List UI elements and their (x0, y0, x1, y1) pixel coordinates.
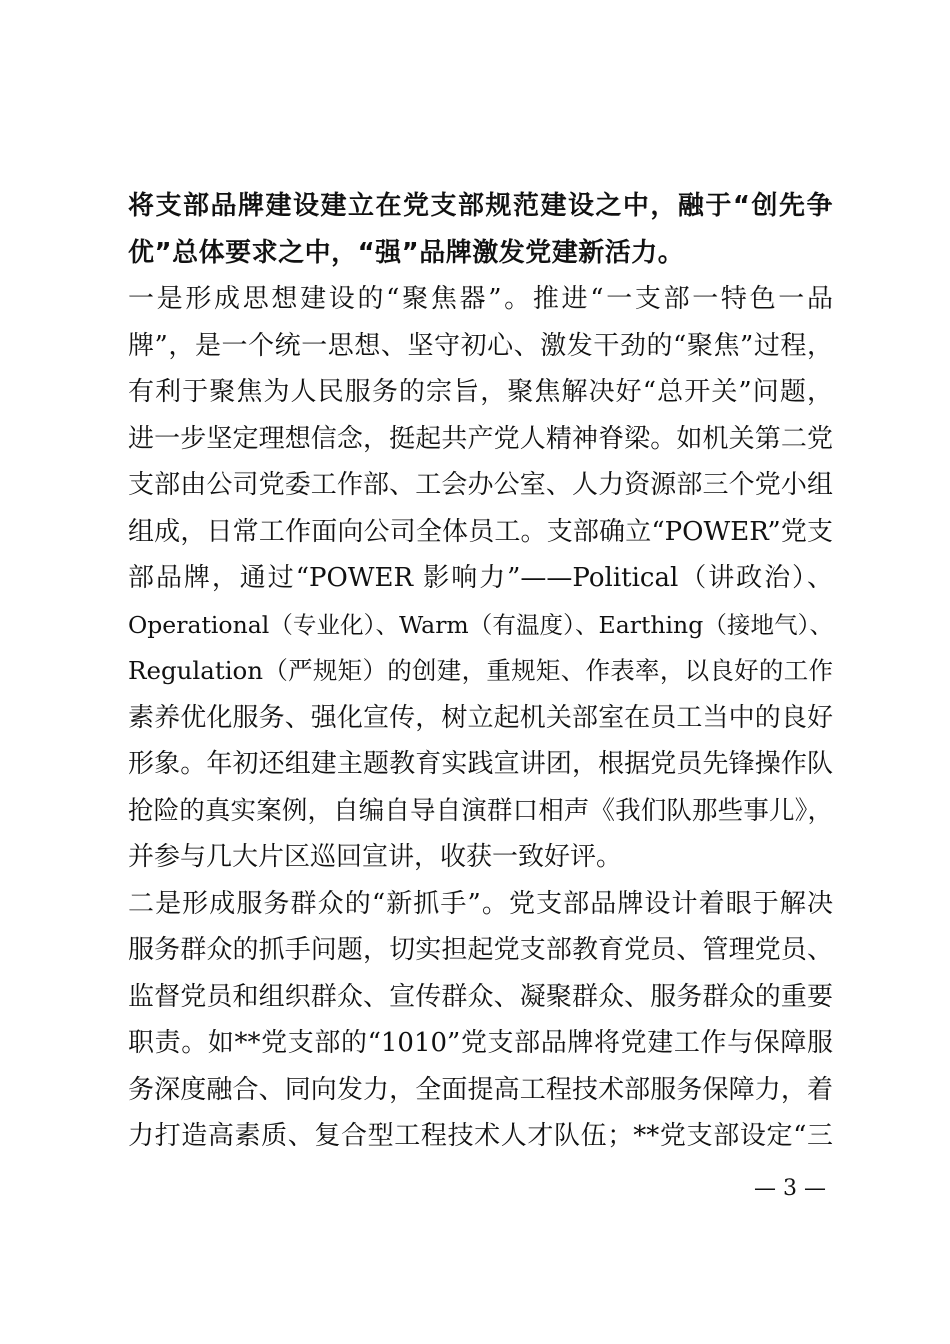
paragraph-line: 部品牌，通过“POWER 影响力”——Political（讲政治）、 (128, 563, 833, 593)
paragraph-line: 二是形成服务群众的“新抓手”。党支部品牌设计着眼于解决 (128, 888, 833, 919)
paragraph-line: 一是形成思想建设的“聚焦器”。推进“一支部一特色一品 (128, 284, 833, 314)
heading-line: 优”总体要求之中，“强”品牌激发党建新活力。 (128, 237, 685, 268)
paragraph-line: Operational（专业化）、Warm（有温度）、Earthing（接地气）、 (128, 610, 833, 639)
paragraph-line: 组成，日常工作面向公司全体员工。支部确立“POWER”党支 (128, 516, 833, 547)
paragraph-line: 进一步坚定理想信念，挺起共产党人精神脊梁。如机关第二党 (128, 423, 833, 454)
paragraph-line: 服务群众的抓手问题，切实担起党支部教育党员、管理党员、 (128, 935, 833, 965)
paragraph-line: 素养优化服务、强化宣传，树立起机关部室在员工当中的良好 (128, 702, 833, 733)
paragraph-2 (128, 881, 833, 1160)
paragraph-line: 力打造高素质、复合型工程技术人才队伍；**党支部设定“三 (128, 1121, 833, 1151)
paragraph-line: Regulation（严规矩）的创建，重规矩、作表率，以良好的工作 (128, 656, 833, 685)
paragraph-line: 有利于聚焦为人民服务的宗旨，聚焦解决好“总开关”问题， (128, 377, 833, 407)
section-heading (128, 183, 833, 276)
page-number: — 3 — (754, 1176, 826, 1201)
heading-line: 将支部品牌建设建立在党支部规范建设之中，融于“创先争 (128, 191, 833, 221)
paragraph-1 (128, 276, 833, 881)
paragraph-line: 监督党员和组织群众、宣传群众、凝聚群众、服务群众的重要 (128, 981, 833, 1012)
body-text (128, 276, 833, 1160)
paragraph-line: 抢险的真实案例，自编自导自演群口相声《我们队那些事儿》， (128, 795, 833, 826)
paragraph-line: 并参与几大片区巡回宣讲，收获一致好评。 (128, 842, 623, 872)
paragraph-line: 牌”，是一个统一思想、坚守初心、激发干劲的“聚焦”过程， (128, 330, 833, 361)
paragraph-line: 职责。如**党支部的“1010”党支部品牌将党建工作与保障服 (128, 1028, 833, 1058)
paragraph-line: 支部由公司党委工作部、工会办公室、人力资源部三个党小组 (128, 470, 833, 500)
paragraph-line: 务深度融合、同向发力，全面提高工程技术部服务保障力，着 (128, 1074, 833, 1105)
paragraph-line: 形象。年初还组建主题教育实践宣讲团，根据党员先锋操作队 (128, 749, 833, 779)
